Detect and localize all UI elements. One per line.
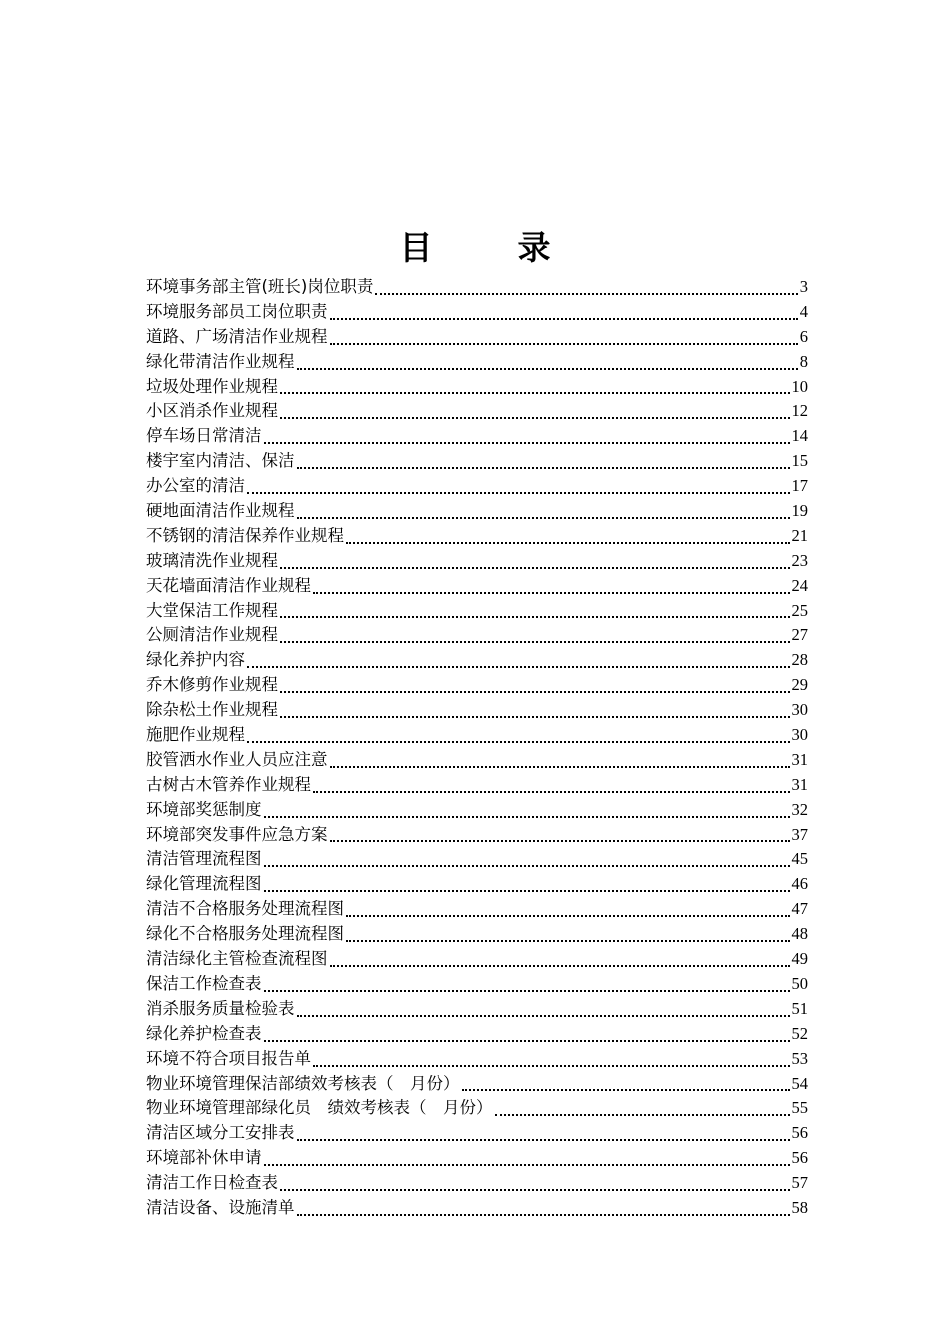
toc-entry-title: 清洁绿化主管检查流程图 [146,949,328,969]
toc-entry-title: 古树古木管养作业规程 [146,774,311,794]
toc-entry-page-number: 47 [791,899,808,919]
toc-entry-title: 垃圾处理作业规程 [146,376,278,396]
toc-entry-title: 消杀服务质量检验表 [146,998,295,1018]
dot-leader [346,542,790,544]
toc-entry[interactable] [146,1171,808,1196]
toc-entry-page-number: 24 [791,575,808,595]
toc-entry-title: 胶管洒水作业人员应注意 [146,749,328,769]
dot-leader [297,1015,790,1017]
toc-entry[interactable] [146,872,808,897]
toc-entry-page-number: 3 [799,277,808,296]
toc-entry[interactable] [146,275,808,300]
toc-entry-title: 清洁设备、设施清单 [146,1197,295,1217]
toc-entry-title: 清洁管理流程图 [146,849,262,869]
toc-entry-title: 物业环境管理保洁部绩效考核表（ 月份） [146,1073,460,1093]
toc-entry-title: 楼宇室内清洁、保洁 [146,451,295,471]
toc-entry-page-number: 12 [791,401,808,421]
toc-entry-title: 清洁区域分工安排表 [146,1123,295,1143]
dot-leader [313,592,790,594]
toc-entry-page-number: 23 [791,550,808,570]
toc-entry-page-number: 17 [791,476,808,496]
dot-leader [280,417,790,419]
dot-leader [247,492,790,494]
toc-entry-page-number: 49 [791,949,808,969]
toc-entry-page-number: 52 [791,1023,808,1043]
dot-leader [264,865,790,867]
toc-entry-page-number: 28 [791,650,808,670]
toc-entry[interactable] [146,847,808,872]
toc-entry[interactable] [146,922,808,947]
toc-entry[interactable] [146,375,808,400]
toc-entry[interactable] [146,1121,808,1146]
dot-leader [462,1089,790,1091]
toc-entry[interactable] [146,524,808,549]
toc-entry-page-number: 29 [791,675,808,695]
toc-entry[interactable] [146,773,808,798]
toc-entry-page-number: 56 [791,1148,808,1168]
toc-entry-title: 大堂保洁工作规程 [146,600,278,620]
toc-entry[interactable] [146,325,808,350]
toc-entry-page-number: 4 [799,301,808,321]
dot-leader [330,318,798,320]
toc-entry-page-number: 21 [791,525,808,545]
dot-leader [264,816,790,818]
toc-entry-title: 环境部突发事件应急方案 [146,824,328,844]
toc-entry-page-number: 55 [791,1098,808,1118]
toc-entry[interactable] [146,972,808,997]
dot-leader [264,890,790,892]
toc-entry-title: 环境部奖惩制度 [146,799,262,819]
toc-entry-page-number: 53 [791,1048,808,1068]
toc-entry-title: 玻璃清洗作业规程 [146,550,278,570]
dot-leader [264,442,790,444]
dot-leader [330,840,790,842]
toc-entry-page-number: 48 [791,924,808,944]
toc-entry-title: 清洁工作日检查表 [146,1173,278,1193]
toc-entry[interactable] [146,474,808,499]
toc-entry-title: 环境部补休申请 [146,1148,262,1168]
toc-entry[interactable] [146,599,808,624]
toc-entry-page-number: 15 [791,451,808,471]
dot-leader [264,990,790,992]
toc-entry-title: 乔木修剪作业规程 [146,675,278,695]
toc-entry[interactable] [146,698,808,723]
toc-entry[interactable] [146,673,808,698]
dot-leader [264,1040,790,1042]
dot-leader [330,766,790,768]
dot-leader [346,915,790,917]
dot-leader [280,392,790,394]
toc-entry-page-number: 10 [791,376,808,396]
toc-entry[interactable] [146,823,808,848]
toc-entry-title: 不锈钢的清洁保养作业规程 [146,525,344,545]
toc-entry-page-number: 46 [791,874,808,894]
toc-entry[interactable] [146,1146,808,1171]
dot-leader [330,343,798,345]
dot-leader [297,1139,790,1141]
toc-entry-page-number: 25 [791,600,808,620]
toc-entry[interactable] [146,449,808,474]
toc-entry-title: 保洁工作检查表 [146,973,262,993]
toc-entry-page-number: 45 [791,849,808,869]
toc-entry-title: 天花墙面清洁作业规程 [146,575,311,595]
toc-entry-title: 绿化管理流程图 [146,874,262,894]
toc-entry-title: 施肥作业规程 [146,725,245,745]
dot-leader [313,1065,790,1067]
dot-leader [280,716,790,718]
toc-list [146,275,808,1221]
dot-leader [280,567,790,569]
toc-title: 目 录 [399,228,577,267]
toc-entry-page-number: 50 [791,973,808,993]
toc-entry-page-number: 8 [799,351,808,371]
toc-entry[interactable] [146,648,808,673]
toc-entry-page-number: 31 [791,749,808,769]
dot-leader [297,368,798,370]
toc-entry-page-number: 54 [791,1073,808,1093]
dot-leader [280,691,790,693]
toc-entry[interactable] [146,499,808,524]
toc-entry[interactable] [146,1047,808,1072]
toc-entry[interactable] [146,300,808,325]
toc-entry-title: 办公室的清洁 [146,476,245,496]
toc-entry-page-number: 27 [791,625,808,645]
toc-entry-page-number: 14 [791,426,808,446]
dot-leader [297,467,790,469]
toc-entry-title: 物业环境管理部绿化员 绩效考核表（ 月份） [146,1098,493,1118]
toc-entry-title: 硬地面清洁作业规程 [146,501,295,521]
dot-leader [495,1114,790,1116]
dot-leader [375,293,797,295]
toc-entry-page-number: 6 [799,326,808,346]
toc-entry[interactable] [146,623,808,648]
toc-entry-title: 公厕清洁作业规程 [146,625,278,645]
dot-leader [280,641,790,643]
toc-entry-page-number: 58 [791,1197,808,1217]
toc-entry[interactable] [146,549,808,574]
toc-entry-title: 环境事务部主管(班长)岗位职责 [146,277,374,296]
toc-entry-title: 绿化养护检查表 [146,1023,262,1043]
toc-entry-page-number: 37 [791,824,808,844]
toc-entry-title: 环境不符合项目报告单 [146,1048,311,1068]
toc-entry-title: 环境服务部员工岗位职责 [146,301,328,321]
toc-entry[interactable] [146,897,808,922]
dot-leader [247,666,790,668]
toc-entry[interactable] [146,1022,808,1047]
dot-leader [297,517,790,519]
toc-entry-page-number: 51 [791,998,808,1018]
toc-entry[interactable] [146,1196,808,1221]
toc-entry-title: 清洁不合格服务处理流程图 [146,899,344,919]
toc-entry[interactable] [146,1096,808,1121]
toc-entry-title: 停车场日常清洁 [146,426,262,446]
toc-entry[interactable] [146,399,808,424]
toc-entry[interactable] [146,997,808,1022]
toc-entry-title: 绿化不合格服务处理流程图 [146,924,344,944]
toc-entry-page-number: 19 [791,501,808,521]
dot-leader [313,791,790,793]
toc-entry-title: 道路、广场清洁作业规程 [146,326,328,346]
toc-entry-page-number: 57 [791,1173,808,1193]
toc-entry[interactable] [146,748,808,773]
toc-entry[interactable] [146,1072,808,1097]
toc-entry-title: 绿化带清洁作业规程 [146,351,295,371]
dot-leader [280,616,790,618]
dot-leader [280,1189,790,1191]
toc-entry-page-number: 56 [791,1123,808,1143]
toc-entry[interactable] [146,798,808,823]
toc-entry-page-number: 32 [791,799,808,819]
toc-entry-page-number: 30 [791,700,808,720]
toc-entry[interactable] [146,424,808,449]
toc-entry[interactable] [146,947,808,972]
toc-entry[interactable] [146,350,808,375]
toc-entry-title: 绿化养护内容 [146,650,245,670]
toc-entry[interactable] [146,574,808,599]
dot-leader [330,965,790,967]
dot-leader [264,1164,790,1166]
toc-entry-title: 小区消杀作业规程 [146,401,278,421]
toc-entry-page-number: 31 [791,774,808,794]
dot-leader [247,741,790,743]
toc-entry-page-number: 30 [791,725,808,745]
toc-entry[interactable] [146,723,808,748]
dot-leader [346,940,790,942]
toc-entry-title: 除杂松土作业规程 [146,700,278,720]
dot-leader [297,1214,790,1216]
